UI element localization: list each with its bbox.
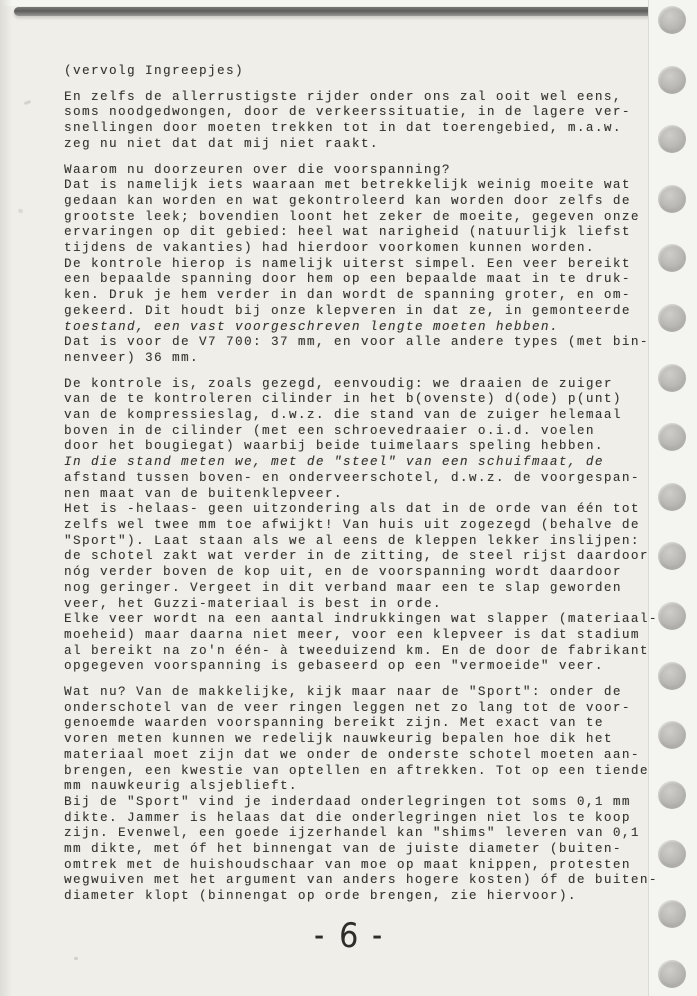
typed-line: gekeerd. Dit houdt bij onze klepveren in dat ze, in gemonteerde	[64, 303, 631, 318]
typed-line: opgegeven voorspanning is gebaseerd op een "vermoeide" veer.	[64, 659, 604, 674]
typed-line: boven in de cilinder (met een schroevedraaier o.i.d. voelen	[64, 423, 595, 438]
typed-line: moeheid) maar daarna niet meer, voor een klepveer is dat stadium	[64, 627, 640, 642]
kontrole-paragraph	[64, 377, 660, 675]
typed-line: al bereikt na zo'n één- à tweeduizend km. En de door de fabrikant	[64, 643, 649, 658]
typed-line: wegwuiven met het argument van anders hogere kosten) óf de buiten-	[64, 873, 658, 888]
page-number-digit: 6	[337, 915, 360, 957]
typed-line: brengen, een kwestie van optellen en aftrekken. Tot op een tiende	[64, 763, 649, 778]
typed-line: nóg verder boven de kop uit, en de voorspanning wordt daardoor	[64, 565, 622, 580]
typed-line: mm dikte, met óf het binnengat van de juiste diameter (buiten-	[64, 842, 622, 857]
typed-line: Bij de "Sport" vind je inderdaad onderlegringen tot soms 0,1 mm	[64, 794, 631, 809]
typed-line: Waarom nu doorzeuren over die voorspanning?	[64, 162, 451, 177]
typed-line: genoemde waarden voorspanning bereikt zijn. Met exact van te	[64, 716, 604, 731]
typed-line: zijn. Evenwel, een goede ijzerhandel kan "shims" leveren van 0,1	[64, 826, 640, 841]
typed-line: ervaringen op dit gebied: heel wat narigheid (natuurlijk liefst	[64, 225, 631, 240]
typed-line: toestand, een vast voorgeschreven lengte moeten hebben.	[64, 319, 559, 334]
typed-line: tijdens de vakanties) had hierdoor voorkomen kunnen worden.	[64, 241, 595, 256]
scan-speck	[24, 100, 32, 105]
typed-line: "Sport"). Laat staan als we al eens de kleppen lekker inslijpen:	[64, 533, 640, 548]
typed-line: Wat nu? Van de makkelijke, kijk maar naar de "Sport": onder de	[64, 685, 622, 700]
voorspanning-paragraph	[64, 163, 660, 367]
typed-line: diameter klopt (binnengat op orde brengen, zie hiervoor).	[64, 889, 577, 904]
typed-line: afstand tussen boven- en onderveerschotel, d.w.z. de voorgespan-	[64, 470, 640, 485]
typed-line: De kontrole is, zoals gezegd, eenvoudig: we draaien de zuiger	[64, 376, 613, 391]
typed-line: zelfs wel twee mm toe afwijkt! Van huis uit zogezegd (behalve de	[64, 517, 640, 532]
typed-line: soms noodgedwongen, door de verkeerssituatie, in de lagere ver-	[64, 105, 631, 120]
typed-line: veer, het Guzzi-materiaal is best in orde.	[64, 596, 442, 611]
typed-line: (vervolg Ingreepjes)	[64, 64, 244, 78]
typed-line: zeg nu niet dat dat mij niet raakt.	[64, 136, 379, 151]
typed-line: een bepaalde spanning door hem op een bepaalde maat in te druk-	[64, 272, 631, 287]
typed-line: materiaal moet zijn dat we onder de onderste schotel moeten aan-	[64, 747, 640, 762]
scan-speck	[17, 208, 23, 214]
typed-line: nenveer) 36 mm.	[64, 350, 199, 365]
typed-line: Dat is namelijk iets waaraan met betrekkelijk weinig moeite wat	[64, 178, 631, 193]
typed-line: snellingen door moeten trekken tot in dat toerengebied, m.a.w.	[64, 121, 622, 136]
typed-line: grootste leek; bovendien loont het zeker de moeite, gegeven onze	[64, 209, 640, 224]
continuation-note	[64, 64, 660, 80]
typed-line: omtrek met de huishoudschaar van moe op maat knippen, protesten	[64, 857, 631, 872]
typed-line: In die stand meten we, met de "steel" van een schuifmaat, de	[64, 455, 604, 470]
typed-line: gedaan kan worden en wat gekontroleerd kan worden door zelfs de	[64, 193, 631, 208]
typed-line: nog geringer. Vergeet in dit verband maar een te slap geworden	[64, 580, 622, 595]
intro-paragraph	[64, 90, 660, 153]
typed-line: voren meten kunnen we redelijk nauwkeurig bepalen hoe dik het	[64, 732, 613, 747]
typed-line: En zelfs de allerrustigste rijder onder ons zal ooit wel eens,	[64, 89, 622, 104]
page-number-dash-right: -	[372, 924, 383, 948]
scan-left-shadow	[0, 0, 12, 996]
typed-line: dikte. Jammer is helaas dat die onderlegringen niet los te koop	[64, 810, 631, 825]
typed-line: van de kompressieslag, d.w.z. die stand van de zuiger helemaal	[64, 408, 622, 423]
typed-line: nen maat van de buitenklepveer.	[64, 486, 343, 501]
wat-nu-paragraph	[64, 685, 660, 905]
page-number-dash-left: -	[314, 924, 325, 948]
typed-line: Het is -helaas- geen uitzondering als dat in de orde van één tot	[64, 502, 640, 517]
typed-line: onderschotel van de veer ringen leggen net zo lang tot de voor-	[64, 700, 631, 715]
typed-line: Elke veer wordt na een aantal indrukkingen wat slapper (materiaal-	[64, 612, 658, 627]
typed-line: Dat is voor de V7 700: 37 mm, en voor alle andere types (met bin-	[64, 335, 649, 350]
typed-line: van de te kontroleren cilinder in het b(ovenste) d(ode) p(unt)	[64, 392, 622, 407]
typed-line: De kontrole hierop is namelijk uiterst simpel. Een veer bereikt	[64, 256, 631, 271]
typed-line: mm nauwkeurig alsjeblieft.	[64, 779, 298, 794]
typed-line: de schotel zakt wat verder in de zitting, de steel rijst daardoor	[64, 549, 649, 564]
typed-text	[64, 64, 660, 915]
typed-line: door het bougiegat) waarbij beide tuimelaars speling hebben.	[64, 439, 604, 454]
typed-line: ken. Druk je hem verder in dan wordt de spanning groter, en om-	[64, 288, 631, 303]
scan-top-shadow-band	[14, 7, 697, 16]
page-number	[0, 908, 697, 964]
scan-top-edge	[0, 0, 697, 6]
